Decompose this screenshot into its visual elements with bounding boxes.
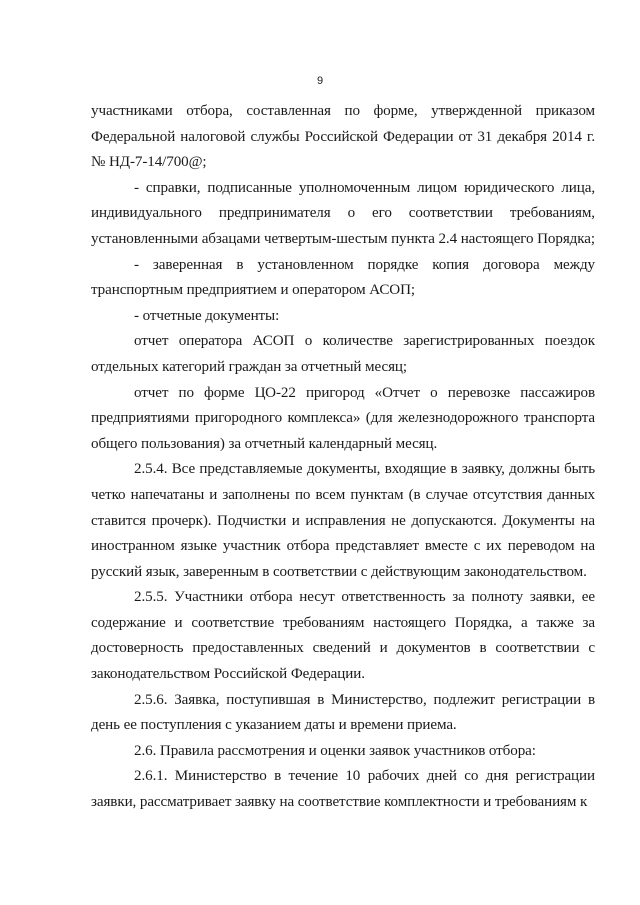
page-number: 9: [316, 75, 324, 87]
paragraph-reporting-documents: - отчетные документы:: [134, 307, 280, 324]
paragraph-2-5-5: 2.5.5. Участники отбора несут ответственность за полноту заявки, ее содержание и соответствие требованиям настоящего Порядка, а также за достоверность предоставленных сведений и документов в соответствии с законодательством Российской Федерации.: [91, 589, 595, 683]
paragraph-co22-report: отчет по форме ЦО-22 пригород «Отчет о перевозке пассажиров предприятиями пригородного комплекса» (для железнодорожного транспорта общего пользования) за отчетный календарный месяц.: [91, 384, 595, 452]
paragraph-2-6: 2.6. Правила рассмотрения и оценки заявок участников отбора:: [134, 742, 536, 759]
paragraph-2-5-6: 2.5.6. Заявка, поступившая в Министерство, подлежит регистрации в день ее поступления с указанием даты и времени приема.: [91, 691, 595, 734]
paragraph-continuation: участниками отбора, составленная по форме, утвержденной приказом Федеральной налоговой службы Российской Федерации от 31 декабря 2014 г. № НД-7-14/700@;: [91, 103, 595, 171]
paragraph-asop-report: отчет оператора АСОП о количестве зарегистрированных поездок отдельных категорий граждан за отчетный месяц;: [91, 333, 595, 375]
paragraph-contract-copy: - заверенная в установленном порядке копия договора между транспортным предприятием и оператором АСОП;: [91, 256, 595, 299]
paragraph-2-6-1: 2.6.1. Министерство в течение 10 рабочих дней со дня регистрации заявки, рассматривает заявку на соответствие комплектности и требованиям к: [91, 768, 595, 811]
paragraph-certificates: - справки, подписанные уполномоченным лицом юридического лица, индивидуального предпринимателя о его соответствии требованиям, установленными абзацами четвертым-шестым пункта 2.4 настоящего Порядка;: [91, 179, 595, 247]
document-body: [91, 99, 595, 816]
paragraph-2-5-4: 2.5.4. Все представляемые документы, входящие в заявку, должны быть четко напечатаны и заполнены по всем пунктам (в случае отсутствия данных ставится прочерк). Подчистки и исправления не допускаются. Документы на иностранном языке участник отбора представляет вместе с их переводом на русский язык, заверенным в соответствии с действующим законодательством.: [91, 461, 595, 580]
